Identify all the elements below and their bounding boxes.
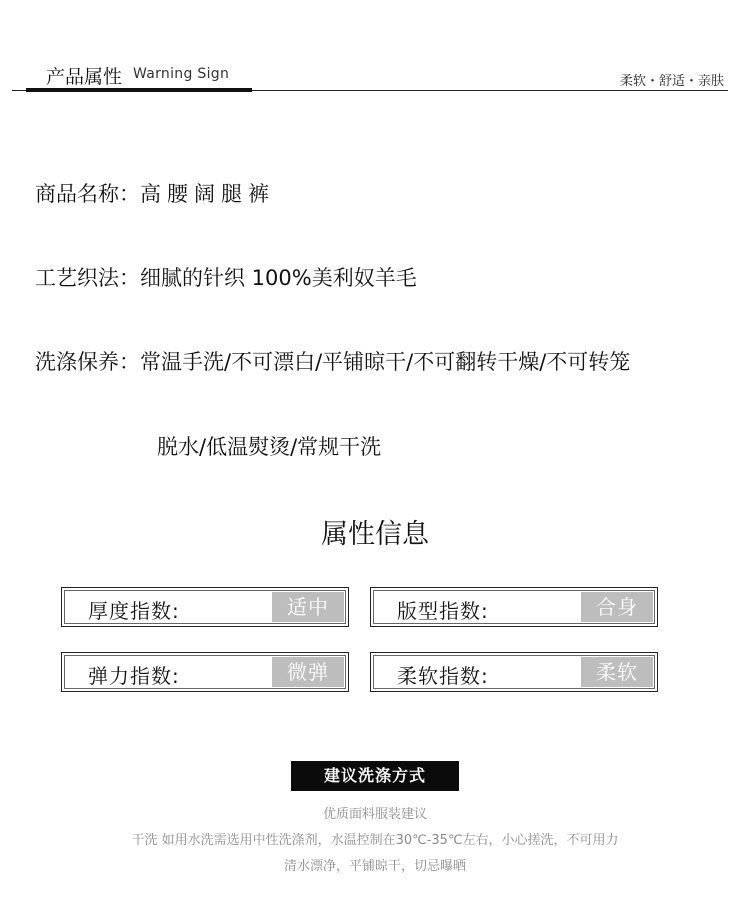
header [0, 0, 750, 100]
section-title: 属性信息 [321, 519, 429, 550]
attribute-care [35, 346, 630, 376]
attribute-value: 常温手洗/不可漂白/平铺晾干/不可翻转干燥/不可转笼 [140, 350, 631, 374]
index-elasticity [61, 652, 349, 692]
index-thickness [61, 587, 349, 627]
attribute-label: 商品名称： [35, 182, 140, 206]
wash-line-2: 干洗 如用水洗需选用中性洗涤剂，水温控制在30℃-35℃左右，小心搓洗，不可用力 [131, 833, 619, 848]
wash-line-3: 清水漂净，平铺晾干，切忌曝晒 [283, 859, 466, 874]
index-label: 弹力指数: [88, 664, 180, 688]
wash-badge: 建议洗涤方式 [291, 761, 459, 791]
index-value: 柔软 [581, 657, 653, 687]
index-value: 合身 [581, 592, 653, 622]
wash-line-1: 优质面料服装建议 [322, 807, 427, 822]
attribute-care-continuation [157, 431, 381, 461]
header-title: 产品属性 [46, 66, 123, 88]
index-value: 适中 [272, 592, 344, 622]
attribute-value: 细腻的针织 100%美利奴羊毛 [140, 266, 417, 290]
header-subtitle: Warning Sign [133, 66, 230, 82]
index-value: 微弹 [272, 657, 344, 687]
attribute-product-name [35, 178, 275, 208]
index-fit [370, 587, 658, 627]
attribute-value: 脱水/低温熨烫/常规干洗 [157, 435, 382, 459]
attribute-value: 高腰阔腿裤 [140, 182, 275, 206]
header-tagline: 柔软・舒适・亲肤 [619, 74, 724, 89]
attribute-label: 工艺织法： [35, 266, 140, 290]
index-label: 版型指数: [397, 599, 489, 623]
index-softness [370, 652, 658, 692]
attribute-craft [35, 262, 417, 292]
header-underline-accent [26, 88, 252, 92]
index-label: 柔软指数: [397, 664, 489, 688]
attribute-label: 洗涤保养： [35, 350, 140, 374]
index-label: 厚度指数: [88, 599, 180, 623]
